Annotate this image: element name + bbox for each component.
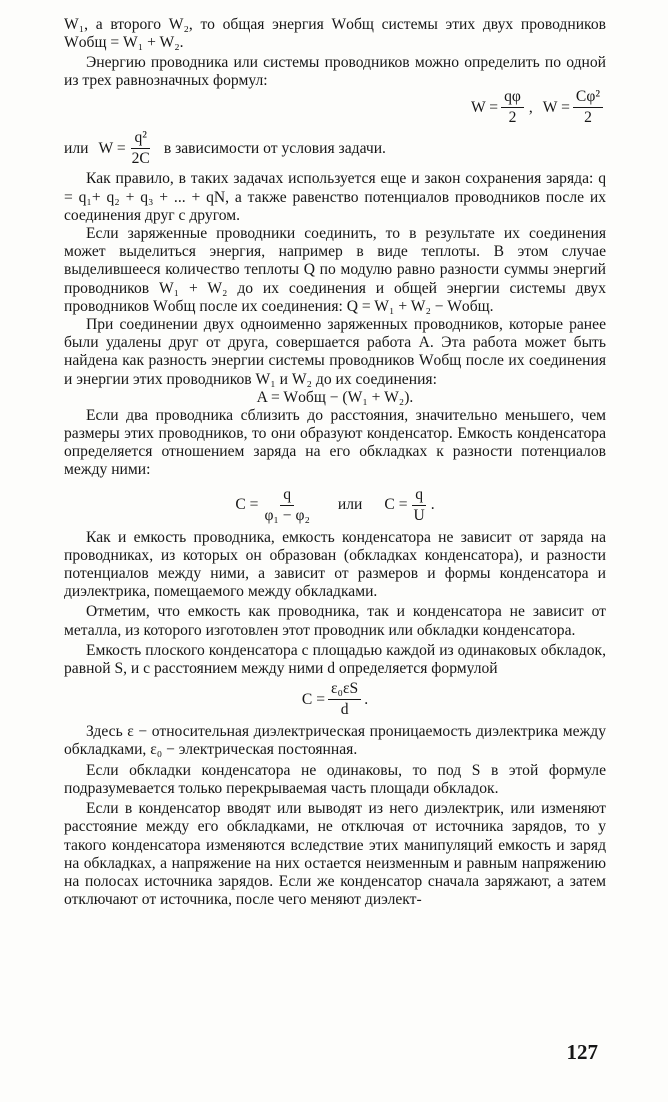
energy-formulas-row: W = $\frac{q\varphi}{2}$ , W = $\frac{\text{Cφ²}}{2}$ bbox=[64, 88, 606, 127]
formula-1-lhs: W = bbox=[470, 98, 499, 116]
cap-formula-1-num: q bbox=[280, 486, 294, 506]
formula-1-fraction bbox=[501, 88, 524, 127]
energy-lead-text: Энергию проводника или системы проводников можно определить по одной из трех равнозначных формул: bbox=[64, 54, 606, 90]
cap-formula-2-fraction bbox=[410, 486, 427, 525]
paragraph-charge-conservation: Как правило, в таких задачах используется еще и закон сохранения заряда: q = q₁+ q₂ + q₃ + ... + qN, а также равенство потенциалов проводников после их соединения друг с другом. bbox=[64, 170, 606, 224]
paragraph-epsilon: Здесь ε − относительная диэлектрическая проницаемость диэлектрика между обкладками, ε₀ − электрическая постоянная. bbox=[64, 723, 606, 759]
formula-3-fraction bbox=[129, 129, 153, 168]
capacitor-formulas-row bbox=[64, 486, 606, 525]
paragraph-cap-independent: Как и емкость проводника, емкость конденсатора не зависит от заряда на проводниках, из которых он образован (обкладках конденсатора), и разности потенциалов между ними, а зависит от размеров и формы конденсатора и диэлектрика, помещаемого между обкладками. bbox=[64, 528, 606, 601]
formula-3-suffix: в зависимости от условия задачи. bbox=[163, 139, 386, 157]
paragraph-flat-capacitor bbox=[64, 642, 606, 678]
work-formula-text: A = Wобщ − (W₁ + W₂). bbox=[256, 388, 414, 406]
formula-3-num: q² bbox=[131, 129, 149, 149]
paragraph-heat: Если заряженные проводники соединить, то в результате их соединения может выделиться энергия, например в виде теплоты. В этом случае выделившееся количество теплоты Q по модулю равно разности суммы энергий проводников W₁ + W₂ до их соединения и общей энергии системы двух проводников Wобщ после их соединения: Q = W₁ + W₂ − Wобщ. bbox=[64, 225, 606, 315]
cap-formula-2-lhs: C = bbox=[384, 496, 408, 514]
flat-formula-end: . bbox=[364, 690, 369, 708]
flat-formula-num: ε₀εS bbox=[328, 680, 361, 700]
formula-3-den: 2C bbox=[131, 150, 150, 168]
cap-formula-1-fraction bbox=[261, 486, 312, 525]
paragraph-energy-lead bbox=[64, 54, 606, 90]
formula-2-lhs: W = bbox=[542, 98, 570, 116]
page-number: 127 bbox=[566, 1040, 598, 1064]
flat-formula-den: d bbox=[340, 701, 349, 719]
formula-3-prefix: или bbox=[64, 139, 89, 157]
flat-formula-lhs: C = bbox=[301, 690, 325, 708]
cap-formula-1-den: φ₁ − φ₂ bbox=[264, 506, 310, 524]
paragraph-metal: Отметим, что емкость как проводника, так и конденсатора не зависит от металла, из которого изготовлен этот проводник или обкладки конденсатора. bbox=[64, 603, 606, 639]
work-formula bbox=[64, 389, 606, 407]
energy-formula-3-row bbox=[64, 129, 606, 168]
formula-1-den: 2 bbox=[508, 109, 517, 127]
cap-formula-2-end: . bbox=[430, 496, 435, 514]
cap-formula-2-num: q bbox=[412, 486, 426, 506]
formula-2-fraction bbox=[573, 88, 603, 127]
paragraph-work: При соединении двух одноименно заряженных проводников, которые ранее были удалены друг от друга, совершается работа A. Эта работа может быть найдена как разность энергии системы проводников Wобщ после их соединения и энергии этих проводников W₁ и W₂ до их соединения: bbox=[64, 316, 606, 388]
formula-1-num: qφ bbox=[501, 88, 524, 108]
formula-2-num: Cφ² bbox=[573, 88, 603, 108]
flat-capacitor-text: Емкость плоского конденсатора с площадью каждой из одинаковых обкладок, равной S, и с расстоянием между ними d определяется формулой bbox=[64, 641, 606, 678]
paragraph-dielectric: Если в конденсатор вводят или выводят из него диэлектрик, или изменяют расстояние между его обкладками, не отключая от источника зарядов, то у такого конденсатора изменяются вследствие этих манипуляций емкость и заряд на обкладках, а напряжение на них остается неизменным и равным напряжению на полосах источника зарядов. Если же конденсатор сначала заряжают, а затем отключают от источника, после чего меняют диэлект- bbox=[64, 800, 606, 909]
formula-2-den: 2 bbox=[584, 109, 592, 127]
flat-capacitor-formula bbox=[64, 680, 606, 719]
formula-3-lhs: W = bbox=[98, 139, 126, 157]
cap-formula-2-den: U bbox=[413, 506, 425, 524]
paragraph-overlap: Если обкладки конденсатора не одинаковы, то под S в этой формуле подразумевается только перекрываемая часть площади обкладок. bbox=[64, 761, 606, 797]
cap-formula-1-lhs: C = bbox=[235, 496, 259, 514]
flat-formula-fraction bbox=[328, 680, 361, 719]
paragraph-capacitor: Если два проводника сблизить до расстояния, значительно меньшего, чем размеры этих проводников, то они образуют конденсатор. Емкость конденсатора определяется отношением заряда на его обкладках к разности потенциалов между ними: bbox=[64, 406, 606, 479]
cap-formula-or: или bbox=[337, 496, 363, 514]
paragraph-intro: W₁, а второго W₂, то общая энергия Wобщ системы этих двух проводников Wобщ = W₁ + W₂. bbox=[64, 16, 606, 52]
